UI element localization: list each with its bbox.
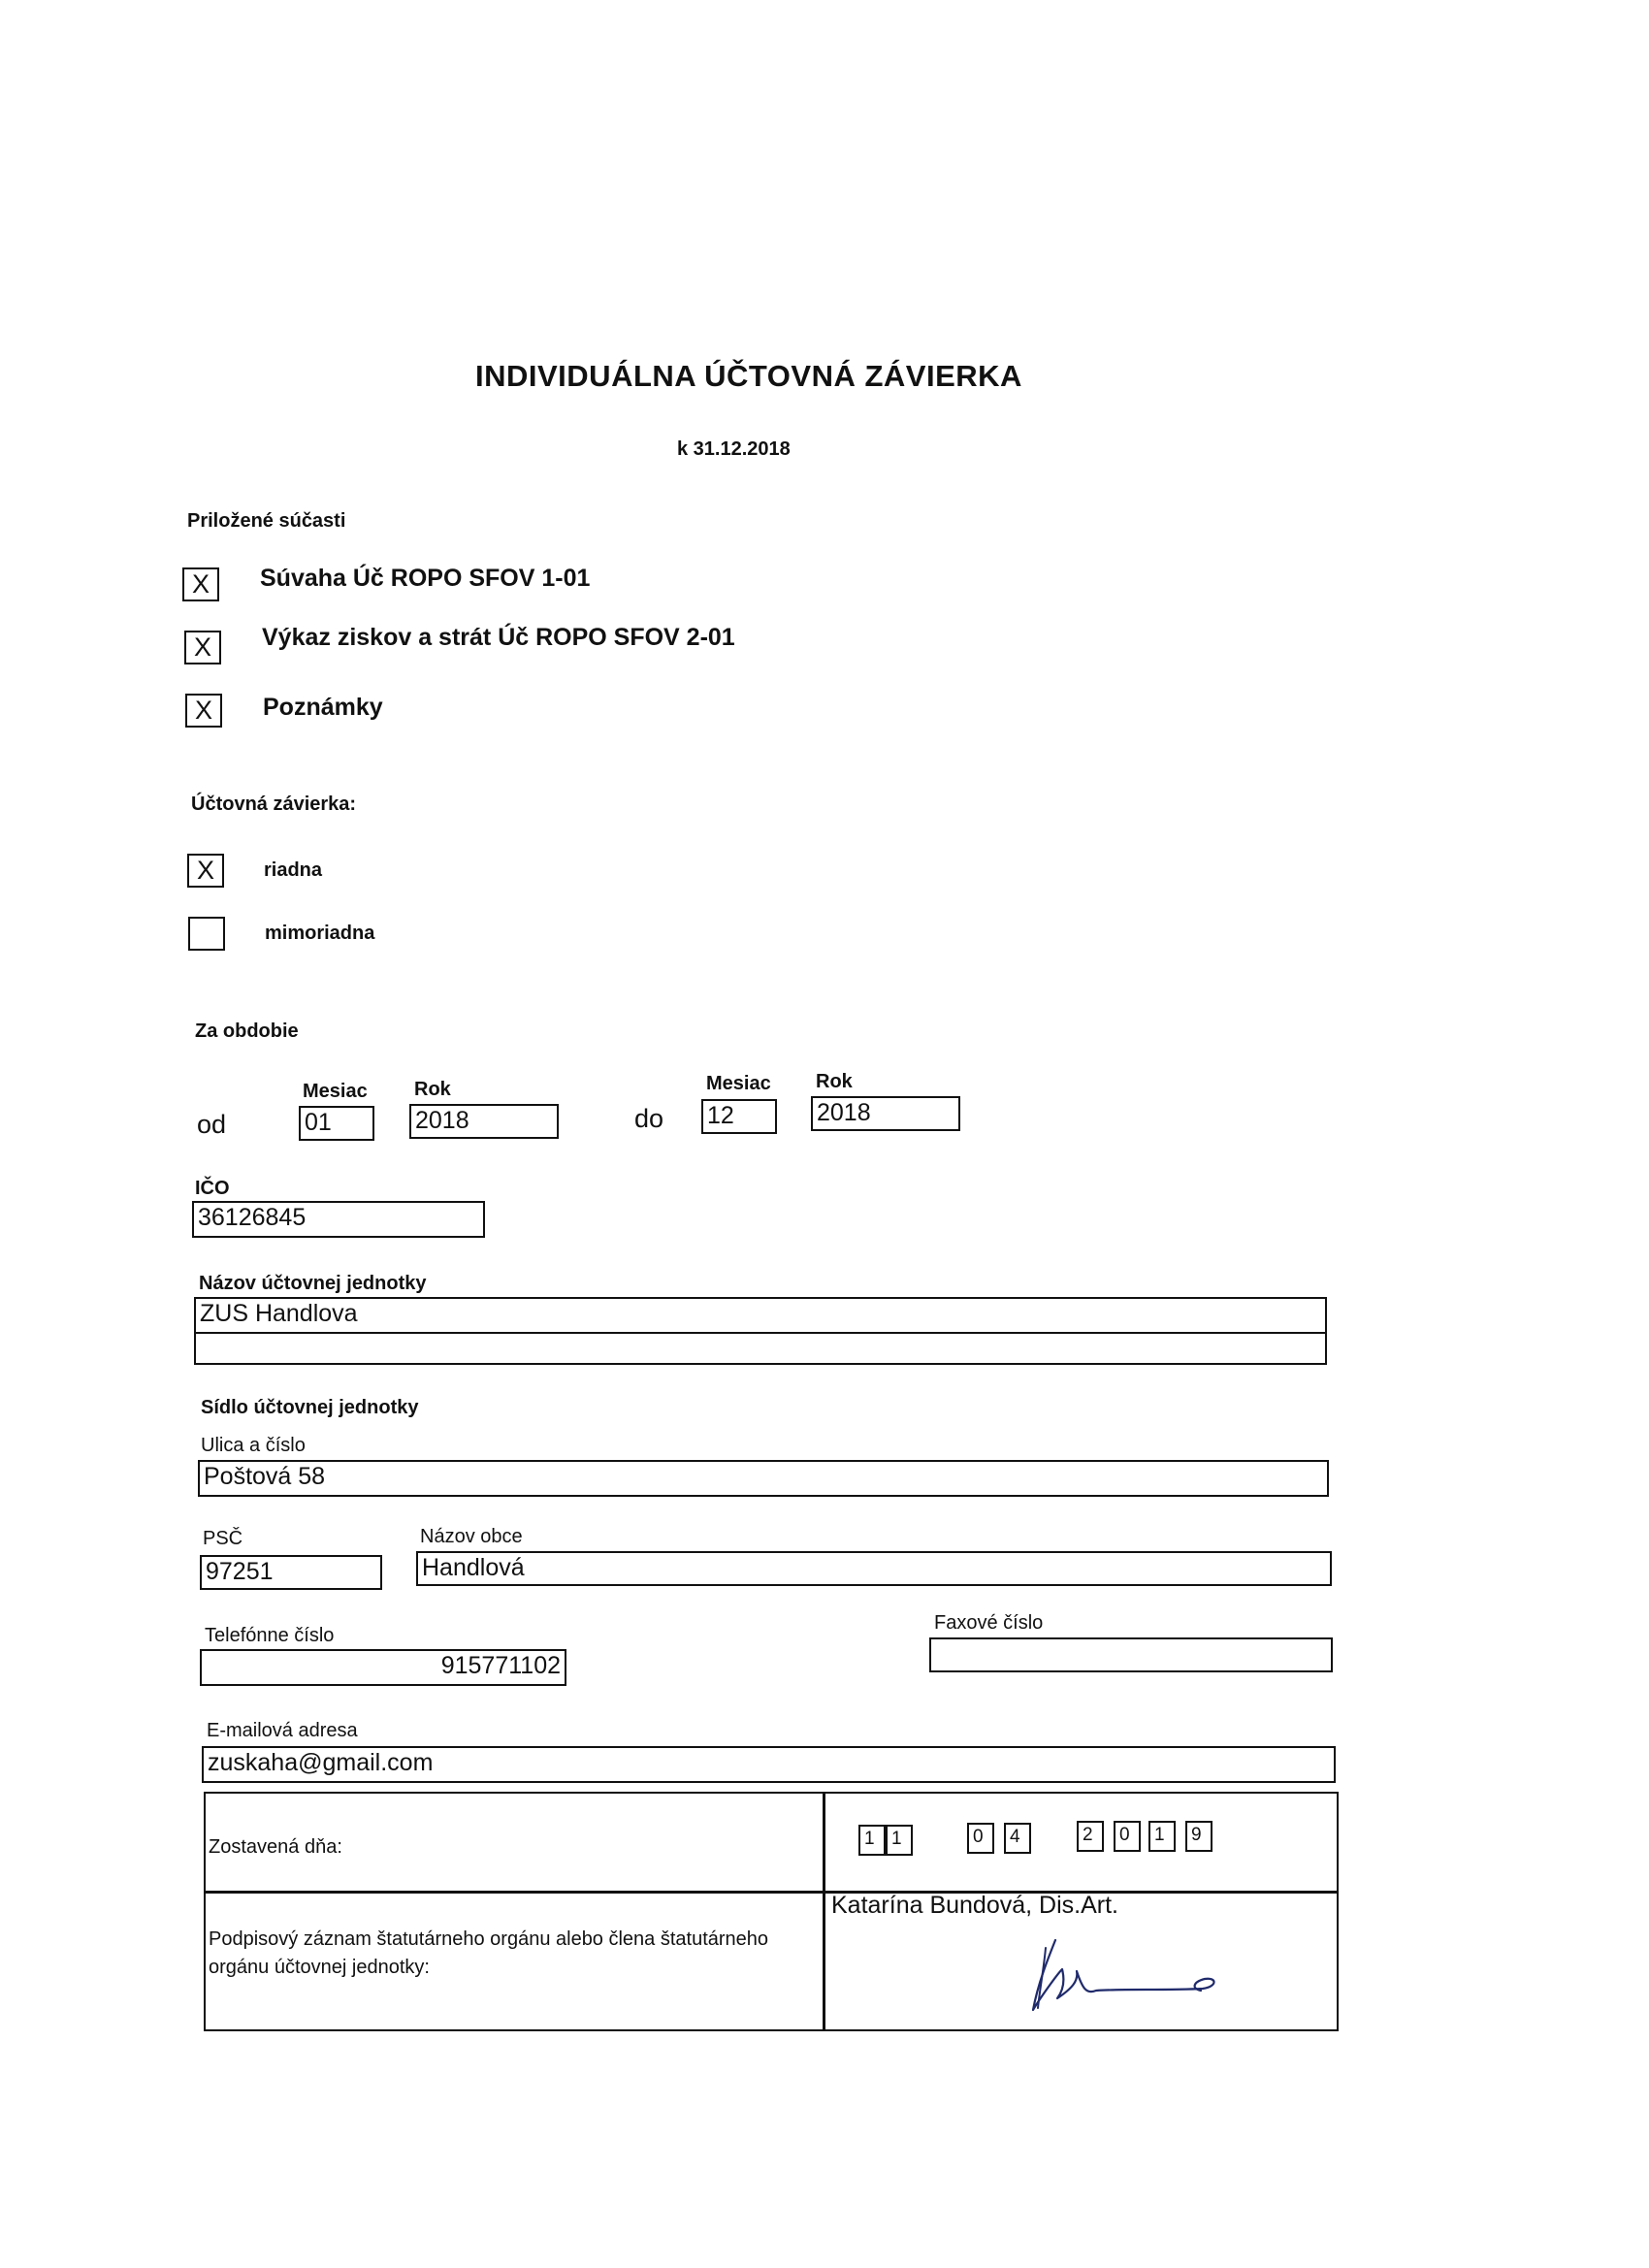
unit-name-label: Názov účtovnej jednotky [199,1273,427,1294]
fax-field[interactable] [929,1637,1333,1672]
signature-image [1018,1930,1232,2018]
compiled-day-digit-2[interactable]: 1 [886,1825,913,1856]
closing-type-label: Účtovná závierka: [191,794,357,815]
street-field[interactable]: Poštová 58 [198,1460,1329,1497]
psc-label: PSČ [203,1528,243,1549]
unit-name-field-line1[interactable]: ZUS Handlova [194,1297,1327,1334]
signer-name: Katarína Bundová, Dis.Art. [831,1892,1118,1919]
attachment-label-income: Výkaz ziskov a strát Úč ROPO SFOV 2-01 [262,624,735,651]
psc-field[interactable]: 97251 [200,1555,382,1590]
signoff-table-divider [823,1794,825,2029]
attachment-checkbox-balance[interactable]: X [182,567,219,601]
town-field[interactable]: Handlová [416,1551,1332,1586]
attachment-checkbox-notes[interactable]: X [185,694,222,728]
closing-label-extraordinary: mimoriadna [265,923,375,944]
period-from-year-label: Rok [414,1079,451,1100]
period-from-label: od [197,1110,227,1139]
period-from-month-label: Mesiac [303,1081,368,1102]
ico-label: IČO [195,1178,230,1199]
compiled-year-digit-1[interactable]: 2 [1077,1821,1104,1852]
compiled-year-digit-3[interactable]: 1 [1148,1821,1176,1852]
phone-label: Telefónne číslo [205,1625,335,1646]
closing-checkbox-extraordinary[interactable] [188,917,225,951]
period-from-year-field[interactable]: 2018 [409,1104,559,1139]
attachment-checkbox-income[interactable]: X [184,631,221,664]
email-label: E-mailová adresa [207,1720,358,1741]
signature-label: Podpisový záznam štatutárneho orgánu alebo člena štatutárneho orgánu účtovnej jednotky: [209,1928,769,1978]
compiled-year-digit-4[interactable]: 9 [1185,1821,1212,1852]
seat-label: Sídlo účtovnej jednotky [201,1397,419,1418]
document-date: k 31.12.2018 [677,438,791,460]
period-to-year-label: Rok [816,1071,853,1092]
unit-name-field-line2[interactable] [194,1332,1327,1365]
closing-label-regular: riadna [264,859,323,881]
period-to-month-label: Mesiac [706,1073,771,1094]
fax-label: Faxové číslo [934,1612,1044,1634]
compiled-year-digit-2[interactable]: 0 [1114,1821,1141,1852]
street-label: Ulica a číslo [201,1435,306,1456]
period-from-month-field[interactable]: 01 [299,1106,374,1141]
period-to-year-field[interactable]: 2018 [811,1096,960,1131]
attachment-label-notes: Poznámky [263,694,383,721]
email-field[interactable]: zuskaha@gmail.com [202,1746,1336,1783]
period-to-month-field[interactable]: 12 [701,1099,777,1134]
attachment-label-balance: Súvaha Úč ROPO SFOV 1-01 [260,565,591,592]
ico-field[interactable]: 36126845 [192,1201,485,1238]
period-to-label: do [634,1104,664,1133]
compiled-label: Zostavená dňa: [209,1836,342,1858]
town-label: Názov obce [420,1526,523,1547]
compiled-day-digit-1[interactable]: 1 [858,1825,886,1856]
attachments-label: Priložené súčasti [187,510,346,532]
signoff-table-divider [206,1891,1337,1894]
phone-field[interactable]: 915771102 [200,1649,566,1686]
closing-checkbox-regular[interactable]: X [187,854,224,888]
compiled-month-digit-1[interactable]: 0 [967,1823,994,1854]
document-title: INDIVIDUÁLNA ÚČTOVNÁ ZÁVIERKA [475,359,1022,393]
compiled-month-digit-2[interactable]: 4 [1004,1823,1031,1854]
period-label: Za obdobie [195,1021,299,1042]
